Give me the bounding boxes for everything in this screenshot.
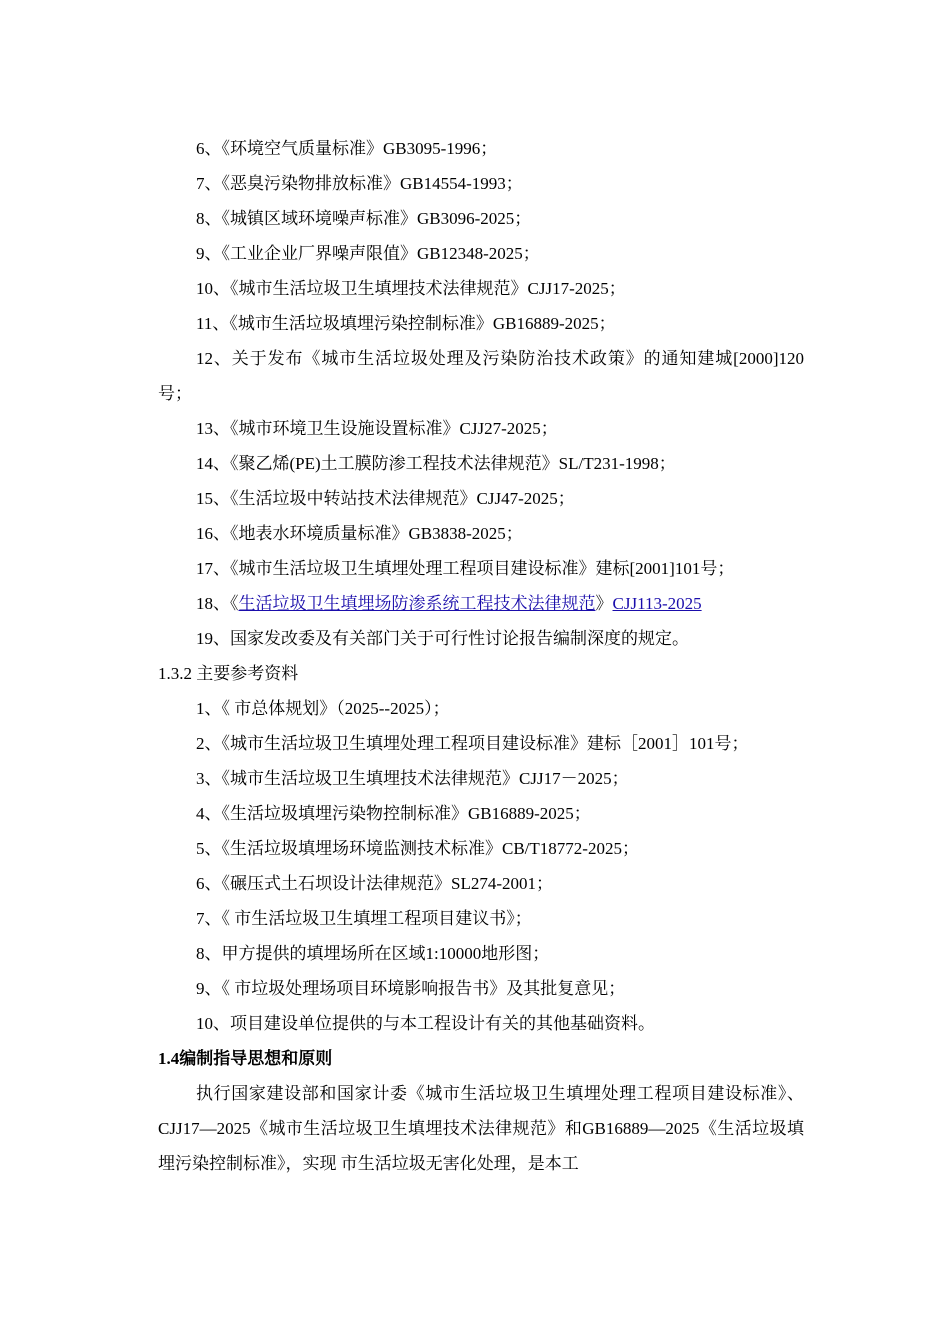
standard-item-18 <box>158 586 804 621</box>
standard-code-link[interactable]: CJJ113-2025 <box>612 594 702 613</box>
reference-item-9: 9、《 市垃圾处理场项目环境影响报告书》及其批复意见； <box>196 979 626 998</box>
reference-item-6: 6、《碾压式土石坝设计法律规范》SL274-2001； <box>196 874 553 893</box>
standard-item-13: 13、《城市环境卫生设施设置标准》CJJ27-2025； <box>196 419 558 438</box>
standard-item-7: 7、《恶臭污染物排放标准》GB14554-1993； <box>196 174 523 193</box>
reference-item-5: 5、《生活垃圾填埋场环境监测技术标准》CB/T18772-2025； <box>196 839 639 858</box>
standard-item-14: 14、《聚乙烯(PE)土工膜防渗工程技术法律规范》SL/T231-1998； <box>196 454 676 473</box>
standard-item-15: 15、《生活垃圾中转站技术法律规范》CJJ47-2025； <box>196 489 575 508</box>
section-heading-1-4: 1.4编制指导思想和原则 <box>158 1049 333 1068</box>
standard-item-8: 8、《城镇区域环境噪声标准》GB3096-2025； <box>196 209 532 228</box>
standard-title-link[interactable]: 生活垃圾卫生填埋场防渗系统工程技术法律规范 <box>238 594 596 613</box>
item-18-bracket: 》 <box>595 594 613 613</box>
section-1-4-paragraph: 执行国家建设部和国家计委《城市生活垃圾卫生填埋处理工程项目建设标准》、CJJ17—2025《城市生活垃圾卫生填埋技术法律规范》和GB16889—2025《生活垃圾填埋污染控制标准》，实现 市生活垃圾无害化处理，是本工 <box>158 1084 804 1173</box>
reference-item-1: 1、《 市总体规划》（2025--2025）； <box>196 699 450 718</box>
standard-item-12: 12、关于发布《城市生活垃圾处理及污染防治技术政策》的通知建城[2000]120号； <box>158 349 804 403</box>
reference-item-10: 10、项目建设单位提供的与本工程设计有关的其他基础资料。 <box>196 1014 655 1033</box>
standard-item-16: 16、《地表水环境质量标准》GB3838-2025； <box>196 524 523 543</box>
item-18-prefix: 18、《 <box>196 594 239 613</box>
section-heading-1-3-2: 1.3.2 主要参考资料 <box>158 664 299 683</box>
reference-item-4: 4、《生活垃圾填埋污染物控制标准》GB16889-2025； <box>196 804 591 823</box>
reference-item-8: 8、甲方提供的填埋场所在区域1:10000地形图； <box>196 944 550 963</box>
standard-item-19: 19、国家发改委及有关部门关于可行性讨论报告编制深度的规定。 <box>196 629 689 648</box>
document-body <box>158 131 804 1181</box>
standard-item-6: 6、《环境空气质量标准》GB3095-1996； <box>196 139 498 158</box>
standard-item-11: 11、《城市生活垃圾填埋污染控制标准》GB16889-2025； <box>196 314 616 333</box>
standard-item-10: 10、《城市生活垃圾卫生填埋技术法律规范》CJJ17-2025； <box>196 279 626 298</box>
reference-item-2: 2、《城市生活垃圾卫生填埋处理工程项目建设标准》建标［2001］101号； <box>196 734 749 753</box>
reference-item-7: 7、《 市生活垃圾卫生填埋工程项目建议书》； <box>196 909 532 928</box>
standard-item-9: 9、《工业企业厂界噪声限值》GB12348-2025； <box>196 244 540 263</box>
reference-item-3: 3、《城市生活垃圾卫生填埋技术法律规范》CJJ17－2025； <box>196 769 629 788</box>
standard-item-17: 17、《城市生活垃圾卫生填埋处理工程项目建设标准》建标[2001]101号； <box>196 559 735 578</box>
